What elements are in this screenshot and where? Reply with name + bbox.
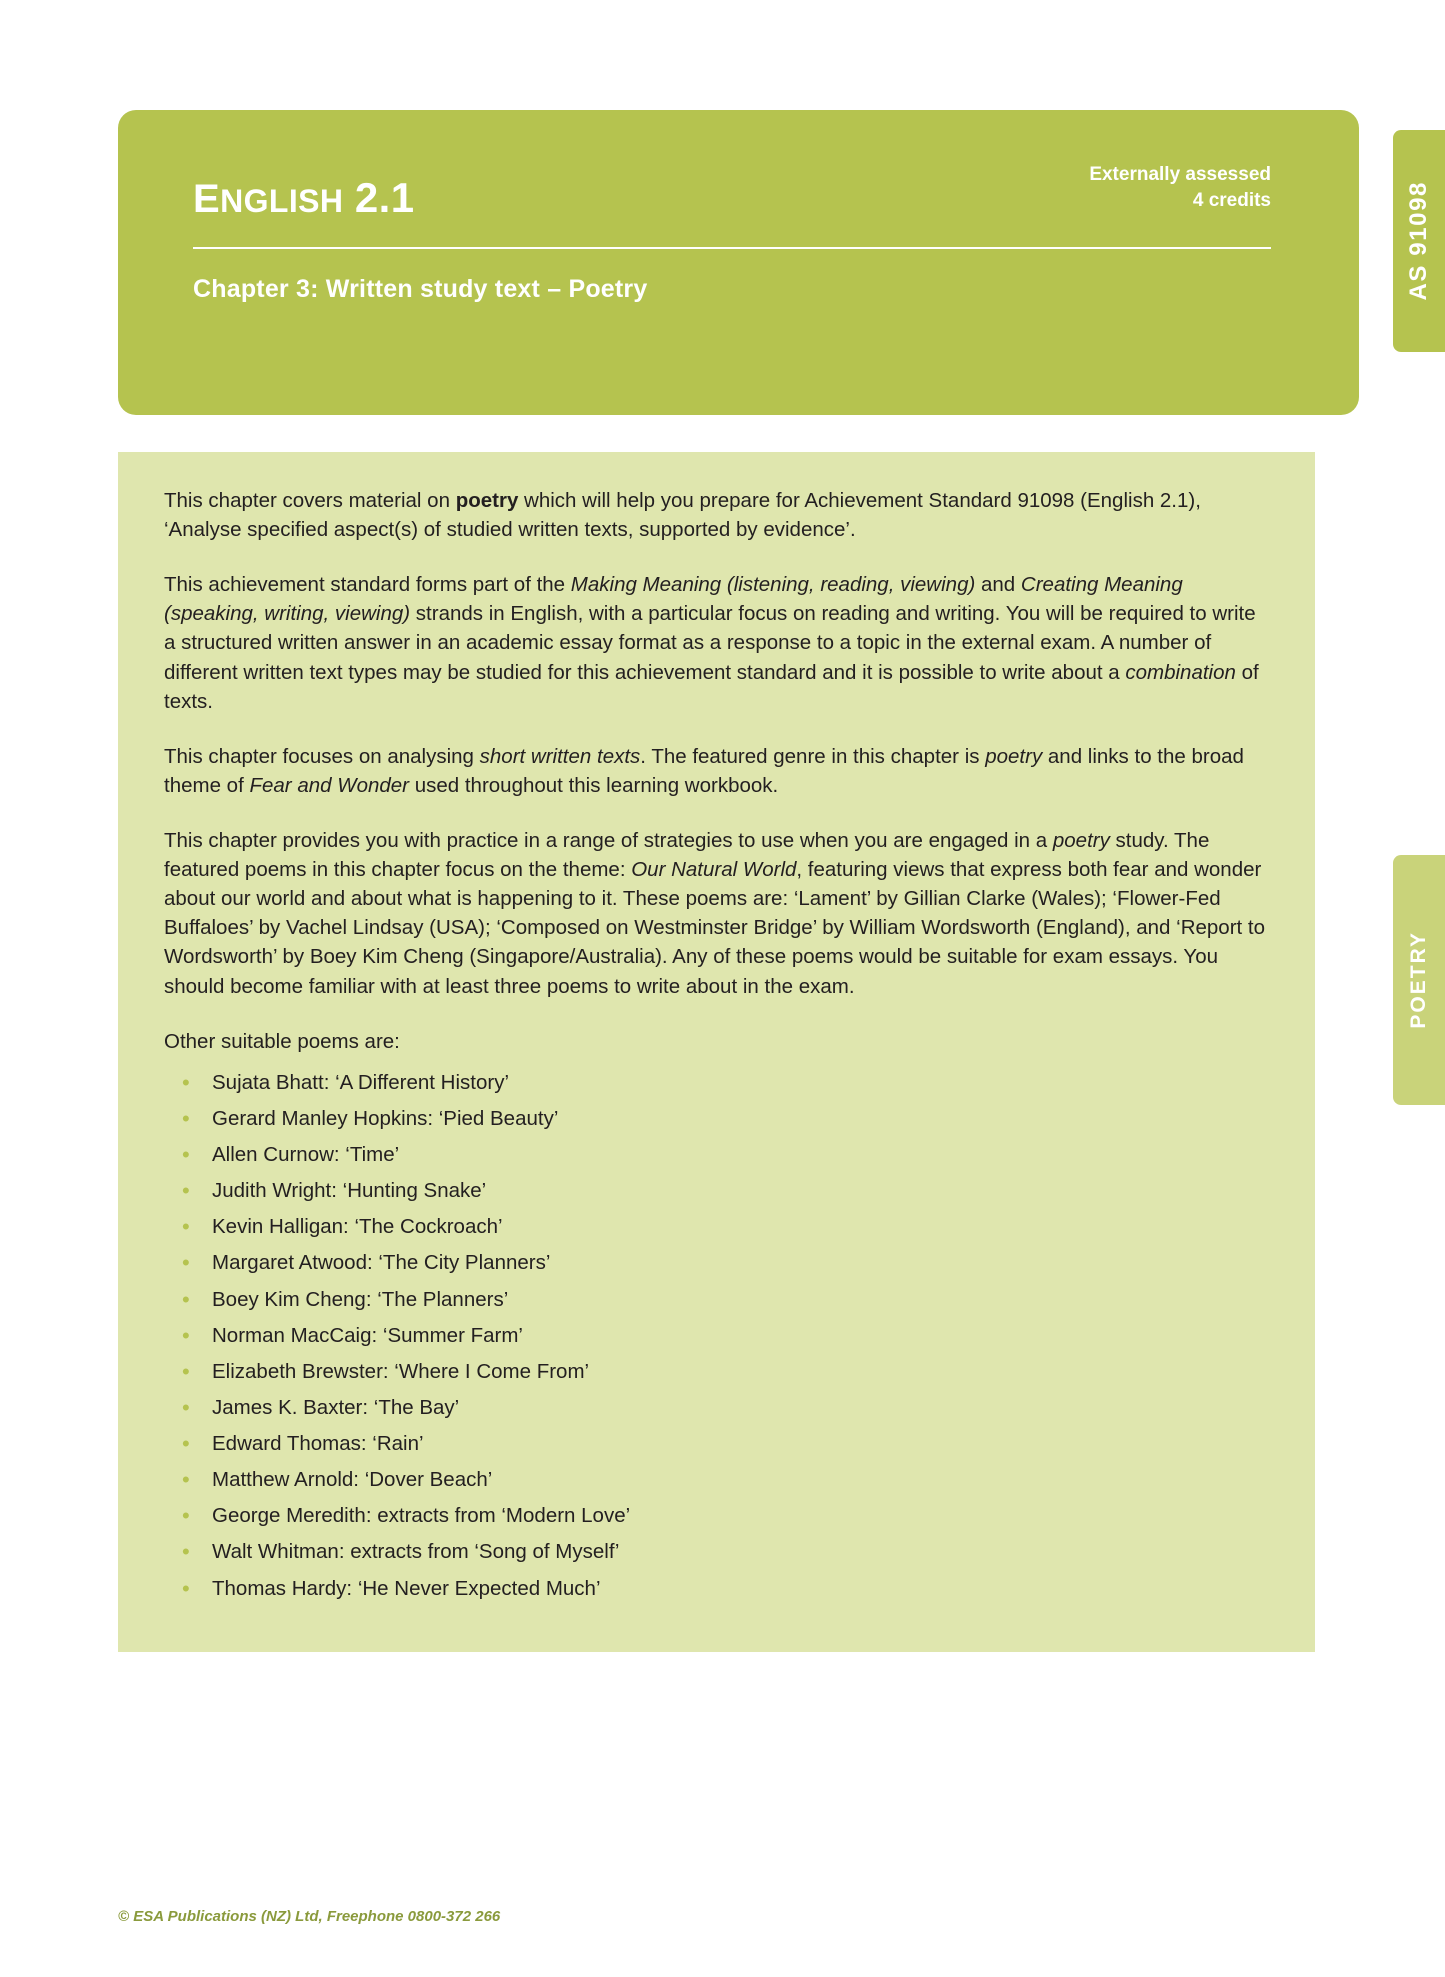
course-title-number: 2.1	[354, 174, 415, 222]
suitable-poems-list	[164, 1070, 1269, 1601]
assessment-type: Externally assessed	[1089, 164, 1271, 185]
intro-paragraph-4	[164, 826, 1269, 1001]
assessment-credits: 4 credits	[1192, 189, 1271, 211]
tab-topic-poetry	[1393, 855, 1445, 1105]
footer-copyright: © ESA Publications (NZ) Ltd, Freephone 0800-372 266	[118, 1908, 501, 1925]
para4-text-a: This chapter provides you with practice in a range of strategies to use when you are engaged in a	[164, 828, 1053, 852]
para4-text-c: , featuring views that express both fear and wonder about our world and about what is happening to it. These poems are: ‘Lament’ by Gillian Clarke (Wales); ‘Flower-Fed Buffaloes’ by Vachel Lindsay (USA); ‘Composed on Westminster Bridge’ by William Wordsworth (England), and ‘Report to Wordsworth’ by Boey Kim Cheng (Singapore/Australia). Any of these poems would be suitable for exam essays. You should become familiar with at least three poems to write about in the exam.	[164, 858, 1266, 998]
list-item: • Judith Wright: ‘Hunting Snake’	[164, 1178, 1269, 1204]
course-title-initial: E	[193, 177, 221, 222]
para2-text-b: and	[975, 573, 1021, 597]
course-title-name: NGLISH	[220, 183, 344, 220]
para1-text-b: which will help you prepare for Achievement Standard 91098 (English 2.1), ‘Analyse specified aspect(s) of studied written texts, supported by evidence’.	[164, 489, 1201, 542]
tab-achievement-standard-label: AS 91098	[1405, 181, 1432, 301]
para4-italic-2: Our Natural World	[631, 858, 797, 882]
list-item: • Sujata Bhatt: ‘A Different History’	[164, 1070, 1269, 1096]
list-item: • Allen Curnow: ‘Time’	[164, 1142, 1269, 1168]
tab-achievement-standard	[1393, 130, 1445, 352]
para3-text-b: . The featured genre in this chapter is	[640, 744, 986, 768]
list-item: • Boey Kim Cheng: ‘The Planners’	[164, 1287, 1269, 1313]
header-divider	[193, 247, 1271, 249]
para3-text-c: and links to the broad theme of	[164, 744, 1244, 797]
chapter-header-banner	[118, 110, 1359, 415]
assessment-info	[1089, 162, 1271, 219]
page-title	[193, 174, 415, 222]
header-row	[193, 162, 1271, 222]
list-item: • James K. Baxter: ‘The Bay’	[164, 1395, 1269, 1421]
intro-paragraph-2	[164, 570, 1269, 716]
header-inner	[193, 162, 1271, 304]
list-item: • Matthew Arnold: ‘Dover Beach’	[164, 1467, 1269, 1493]
para2-text-c: strands in English, with a particular focus on reading and writing. You will be required to write a structured written answer in an academic essay format as a response to a topic in the external exam. A number of different written text types may be studied for this achievement standard and it is possible to write about a	[164, 602, 1256, 684]
para1-bold: poetry	[455, 489, 519, 512]
para3-text-a: This chapter focuses on analysing	[164, 744, 480, 768]
chapter-title: Chapter 3: Written study text – Poetry	[193, 275, 648, 304]
list-item: • Thomas Hardy: ‘He Never Expected Much’	[164, 1576, 1269, 1602]
list-item: • Gerard Manley Hopkins: ‘Pied Beauty’	[164, 1106, 1269, 1132]
list-item: • George Meredith: extracts from ‘Modern Love’	[164, 1503, 1269, 1529]
list-item: • Elizabeth Brewster: ‘Where I Come From’	[164, 1359, 1269, 1385]
para3-italic-3: Fear and Wonder	[249, 773, 409, 797]
para3-italic-2: poetry	[985, 744, 1043, 768]
para4-italic-1: poetry	[1052, 828, 1110, 852]
tab-topic-poetry-label: POETRY	[1407, 931, 1430, 1029]
chapter-intro-content	[118, 452, 1315, 1652]
list-item: • Kevin Halligan: ‘The Cockroach’	[164, 1214, 1269, 1240]
poem-list-intro: Other suitable poems are:	[164, 1029, 400, 1053]
para2-italic-2: Creating Meaning (speaking, writing, viewing)	[164, 573, 1183, 626]
list-item: • Margaret Atwood: ‘The City Planners’	[164, 1250, 1269, 1276]
intro-paragraph-1	[164, 486, 1269, 544]
para2-italic-1: Making Meaning (listening, reading, viewing)	[570, 573, 976, 597]
para2-text-a: This achievement standard forms part of the	[164, 573, 571, 597]
list-item: • Walt Whitman: extracts from ‘Song of Myself’	[164, 1539, 1269, 1565]
para2-text-d: of texts.	[164, 660, 1259, 713]
para3-text-d: used throughout this learning workbook.	[409, 773, 779, 797]
para1-text-a: This chapter covers material on	[164, 489, 456, 512]
intro-paragraph-3	[164, 742, 1269, 800]
list-item: • Norman MacCaig: ‘Summer Farm’	[164, 1323, 1269, 1349]
para3-italic-1: short written texts	[479, 744, 641, 768]
para2-italic-3: combination	[1125, 660, 1236, 684]
para4-text-b: study. The featured poems in this chapter focus on the theme:	[164, 828, 1210, 882]
list-item: • Edward Thomas: ‘Rain’	[164, 1431, 1269, 1457]
